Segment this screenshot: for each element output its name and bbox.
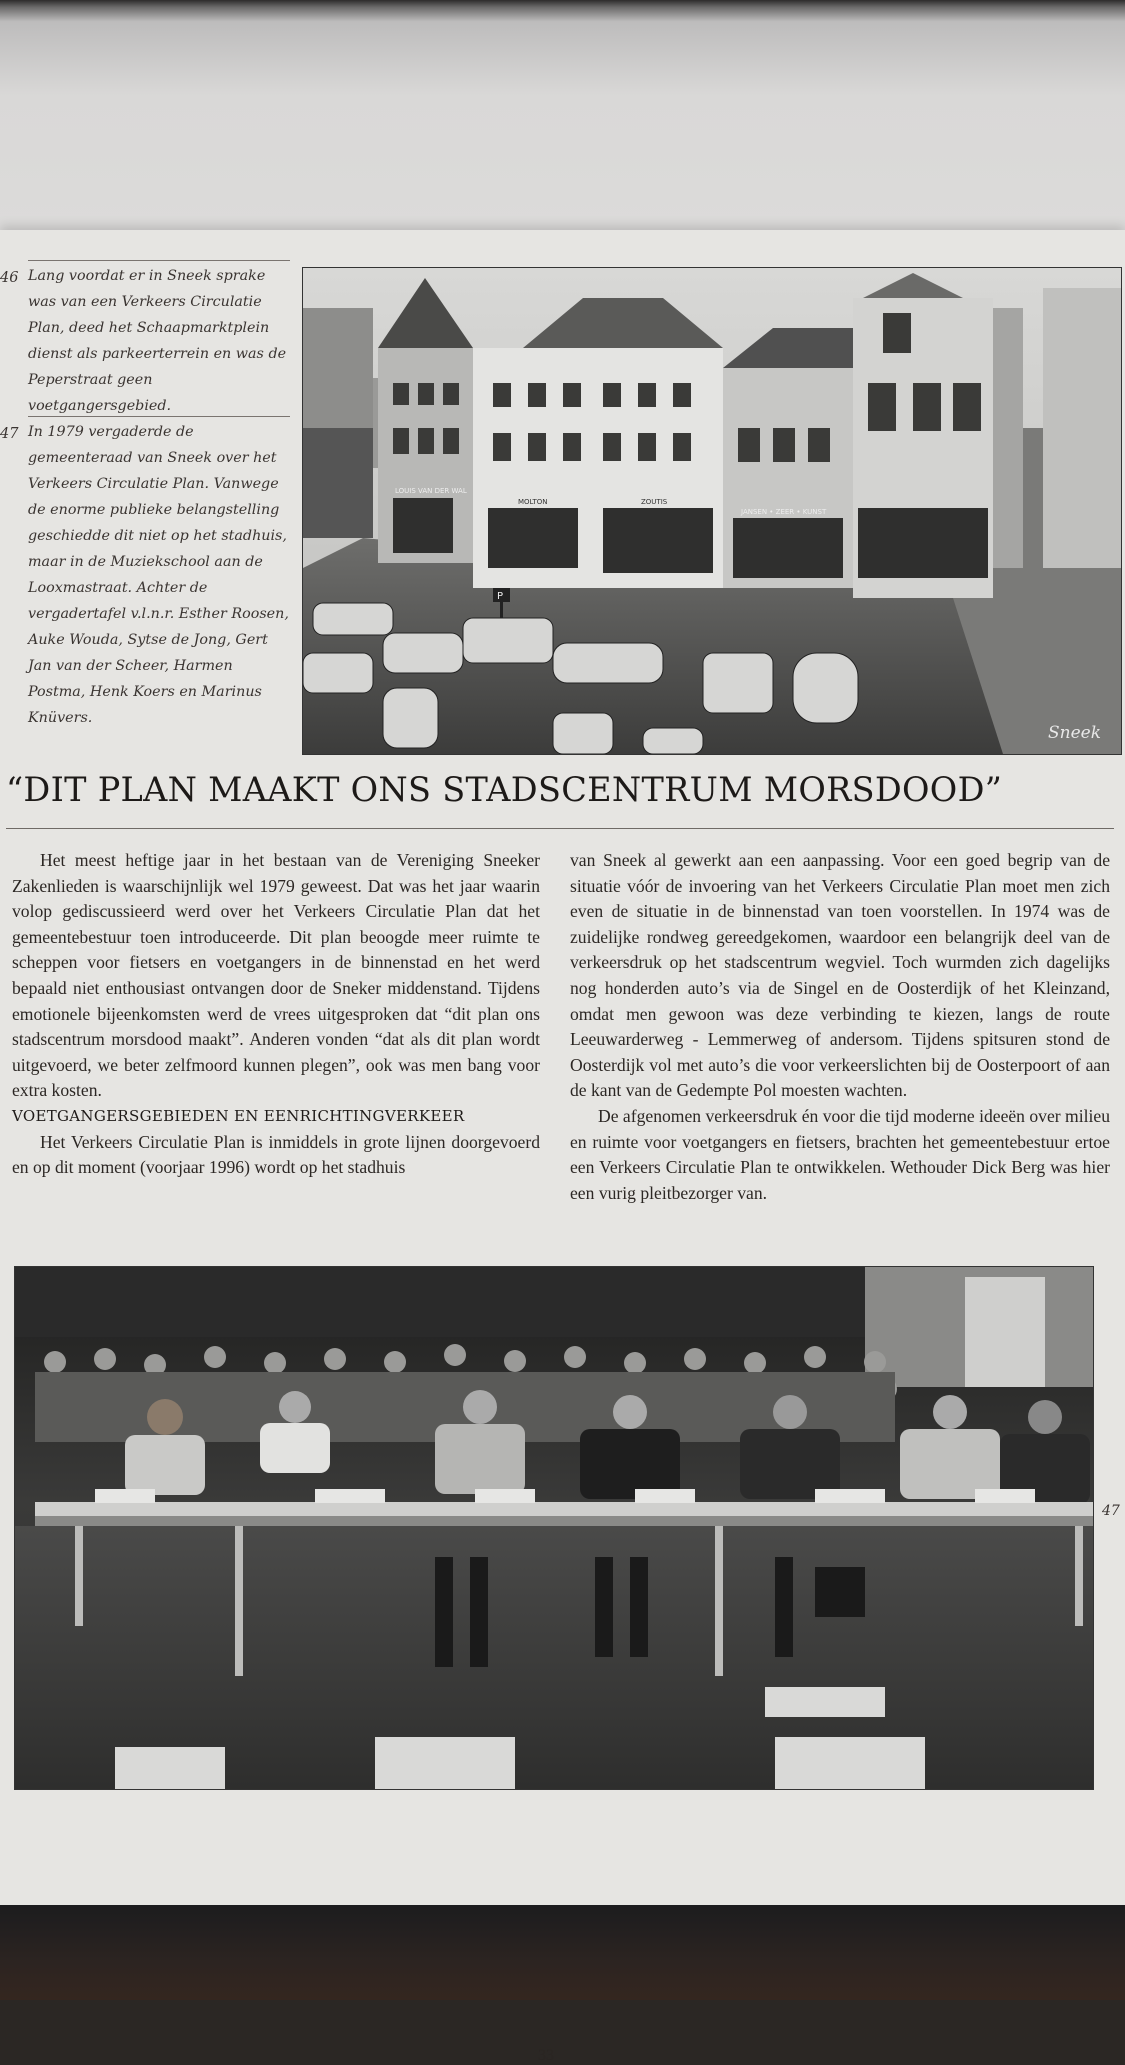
photo-council-meeting bbox=[14, 1266, 1094, 1790]
right-paragraph-2: De afgenomen verkeersdruk én voor die tijd moderne ideeën over milieu en ruimte voor voetgangers en fietsers, brachten het gemeentebestuur ertoe een Verkeers Circulatie Plan te ontwikkelen. Wethouder Dick Berg was hier een vurig pleitbezorger van. bbox=[570, 1105, 1110, 1203]
page-top-shadow bbox=[0, 0, 1125, 240]
side-caption-number: 47 bbox=[1102, 1503, 1120, 1519]
caption-number-47: 47 bbox=[0, 426, 19, 442]
photo-schaapmarktplein bbox=[302, 267, 1122, 755]
sign-zoutis: ZOUTIS bbox=[641, 498, 668, 506]
caption-number-46: 46 bbox=[0, 270, 19, 286]
caption-47 bbox=[28, 416, 290, 731]
photo-watermark: Sneek bbox=[1048, 723, 1102, 743]
right-paragraph-1: van Sneek al gewerkt aan een aanpassing. Voor een goed begrip van de situatie vóór de invoering van het Verkeers Circulatie Plan moet men zich even de situatie in de binnenstad van toen voorstellen. In 1974 was de zuidelijke rondweg gereedgekomen, waardoor een belangrijk deel van de verkeersdruk op het stadscentrum wegviel. Toch wurmden zich dagelijks nog honderden auto’s via de Singel en de Oosterdijk of het Kleinzand, omdat men gewoon was deze verbinding te kiezen, langs de route Leeuwarderweg - Lemmerweg of andersom. Tijdens spitsuren stond de Oosterdijk vol met auto’s die voor verkeerslichten bij de Oosterpoort of aan de kant van de Gedempte Pol moesten wachten. bbox=[570, 850, 1110, 1101]
left-paragraph-2: Het Verkeers Circulatie Plan is inmiddels in grote lijnen doorgevoerd en op dit moment (voorjaar 1996) wordt op het stadhuis bbox=[12, 1131, 540, 1178]
article-heading: “DIT PLAN MAAKT ONS STADSCENTRUM MORSDOOD” bbox=[6, 770, 1003, 809]
sign-jansen: JANSEN • ZEER • KUNST bbox=[741, 508, 827, 516]
parking-sign: P bbox=[497, 591, 504, 602]
caption-47-text: In 1979 vergaderde de gemeenteraad van Sneek over het Verkeers Circulatie Plan. Vanwege de enorme publieke belangstelling geschiedde dit niet op het stadhuis, maar in de Muziekschool aan de Looxmastraat. Achter de vergadertafel v.l.n.r. Esther Roosen, Auke Wouda, Sytse de Jong, Gert Jan van der Scheer, Harmen Postma, Henk Koers en Marinus Knüvers. bbox=[28, 424, 289, 726]
left-column bbox=[12, 848, 540, 1181]
caption-46-text: Lang voordat er in Sneek sprake was van een Verkeers Circulatie Plan, deed het Schaapmarktplein dienst als parkeerterrein en was de Peperstraat geen voetgangersgebied. bbox=[28, 268, 287, 414]
right-column bbox=[570, 848, 1110, 1206]
background-surface bbox=[0, 1905, 1125, 2000]
sign-molton: MOLTON bbox=[518, 498, 548, 506]
book-page bbox=[0, 230, 1125, 2064]
heading-rule bbox=[6, 828, 1114, 829]
subheading: VOETGANGERSGEBIEDEN EN EENRICHTINGVERKEER bbox=[12, 1106, 465, 1125]
caption-46 bbox=[28, 260, 290, 419]
sign-louis: LOUIS VAN DER WAL bbox=[395, 487, 467, 495]
page-number: 33 bbox=[538, 2047, 554, 2064]
left-paragraph-1: Het meest heftige jaar in het bestaan van de Vereniging Sneeker Zakenlieden is waarschijnlijk wel 1979 geweest. Dat was het jaar waarin volop gediscussieerd werd over het Verkeers Circulatie Plan dat het gemeentebestuur toen introduceerde. Dit plan beoogde meer ruimte te scheppen voor fietsers en voetgangers in de binnenstad en het werd bepaald niet enthousiast ontvangen door de Sneker middenstand. Tijdens emotionele bijeenkomsten werd de vrees uitgesproken dat “dit plan ons stadscentrum morsdood maakt”. Anderen vonden “dat als dit plan wordt uitgevoerd, we beter zelfmoord kunnen plegen”, ook was men bang voor extra kosten. bbox=[12, 850, 540, 1101]
